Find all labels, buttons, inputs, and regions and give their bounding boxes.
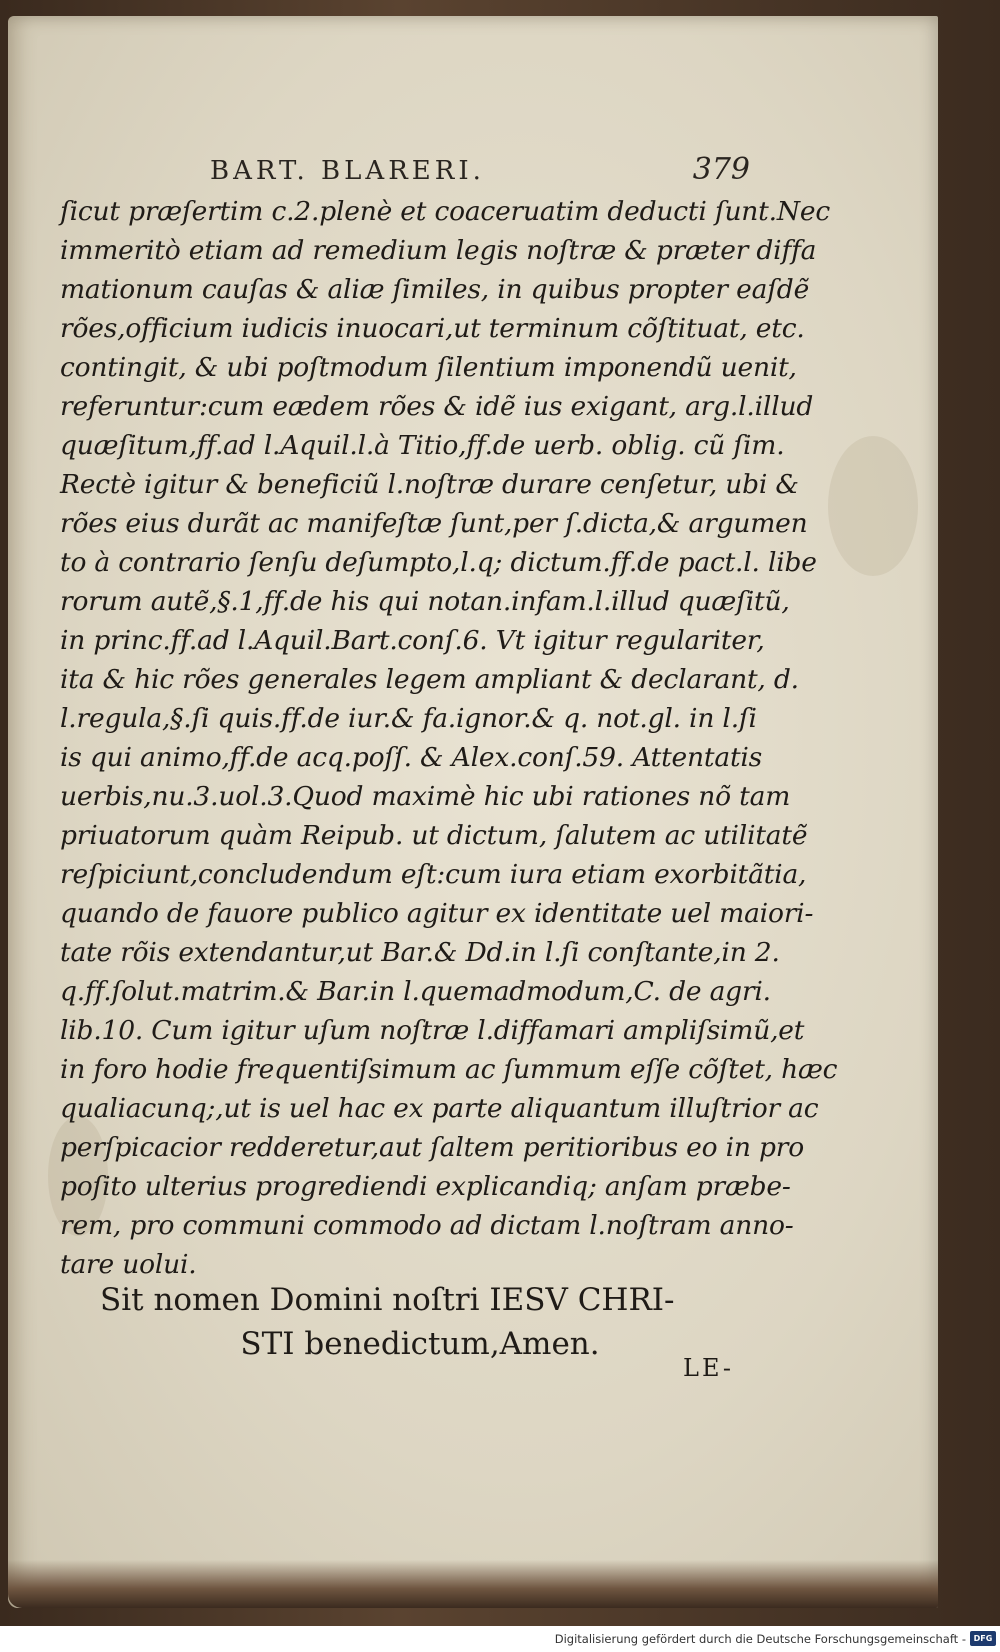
- text-line: l.regula,§.ſi quis.ff.de iur.& fa.ignor.& q. not.gl. in l.ſi: [60, 703, 757, 734]
- text-line: contingit, & ubi poſtmodum ſilentium imponendũ uenit,: [60, 352, 797, 383]
- text-line: priuatorum quàm Reipub. ut dictum, ſalutem ac utilitatẽ: [60, 820, 808, 851]
- page-edge: [8, 1560, 938, 1608]
- text-line: rões eius durãt ac manifeſtæ ſunt,per ſ.dicta,& argumen: [60, 508, 808, 539]
- text-line: q.ff.ſolut.matrim.& Bar.in l.quemadmodum,C. de agri.: [60, 976, 771, 1007]
- text-line: to à contrario ſenſu deſumpto,l.q; dictum.ff.de pact.l. libe: [60, 547, 817, 578]
- footer-credit: Digitalisierung gefördert durch die Deutsche Forschungsgemeinschaft -: [554, 1632, 966, 1646]
- text-line: quæſitum,ff.ad l.Aquil.l.à Titio,ff.de uerb. oblig. cũ ſim.: [60, 430, 785, 461]
- text-line: rões,officium iudicis inuocari,ut terminum cõſtituat, etc.: [60, 313, 805, 344]
- text-line: rorum autẽ,§.1,ff.de his qui notan.infam.l.illud quæſitũ,: [60, 586, 790, 617]
- text-line: in foro hodie frequentiſsimum ac ſummum eſſe cõſtet, hæc: [60, 1054, 838, 1085]
- text-line: tate rõis extendantur,ut Bar.& Dd.in l.ſi conſtante,in 2.: [60, 937, 780, 968]
- catchword: LE-: [683, 1354, 735, 1382]
- text-line: qualiacunq;,ut is uel hac ex parte aliquantum illuſtrior ac: [60, 1093, 819, 1124]
- text-line: reſpiciunt,concludendum eſt:cum iura etiam exorbitãtia,: [60, 859, 807, 890]
- text-line: uerbis,nu.3.uol.3.Quod maximè hic ubi rationes nõ tam: [60, 781, 791, 812]
- text-line: poſito ulterius progrediendi explicandiq; anſam præbe-: [60, 1171, 791, 1202]
- body-text: [60, 192, 838, 1284]
- text-line: immeritò etiam ad remedium legis noſtræ & præter diffa: [60, 235, 817, 266]
- closing-line: Sit nomen Domini noſtri IESV CHRI-: [100, 1282, 675, 1318]
- running-head: BART. BLARERI.: [210, 156, 485, 186]
- text-line: ſicut præſertim c.2.plenè et coaceruatim deducti ſunt.Nec: [60, 196, 830, 227]
- page-header: [210, 152, 750, 194]
- closing-line: STI benedictum,Amen.: [240, 1326, 600, 1362]
- text-line: tare uolui.: [60, 1249, 197, 1280]
- dfg-logo: DFG: [970, 1631, 996, 1646]
- text-line: ita & hic rões generales legem ampliant & declarant, d.: [60, 664, 799, 695]
- text-line: is qui animo,ff.de acq.poſſ. & Alex.conſ.59. Attentatis: [60, 742, 763, 773]
- text-line: perſpicacior redderetur,aut ſaltem peritioribus eo in pro: [60, 1132, 804, 1163]
- text-line: quando de fauore publico agitur ex identitate uel maiori-: [60, 898, 814, 929]
- page-number: 379: [692, 152, 750, 187]
- digitization-footer: [0, 1626, 1000, 1652]
- text-line: mationum cauſas & aliæ ſimiles, in quibus propter eaſdẽ: [60, 274, 810, 305]
- text-line: in princ.ff.ad l.Aquil.Bart.conſ.6. Vt igitur regulariter,: [60, 625, 765, 656]
- text-line: lib.10. Cum igitur uſum noſtræ l.diffamari ampliſsimũ,et: [60, 1015, 805, 1046]
- closing-doxology: [100, 1278, 740, 1366]
- paper-stain: [828, 436, 918, 576]
- text-line: Rectè igitur & beneficiũ l.noſtræ durare cenſetur, ubi &: [60, 469, 799, 500]
- text-line: rem, pro communi commodo ad dictam l.noſtram anno-: [60, 1210, 794, 1241]
- text-line: referuntur:cum eædem rões & idẽ ius exigant, arg.l.illud: [60, 391, 814, 422]
